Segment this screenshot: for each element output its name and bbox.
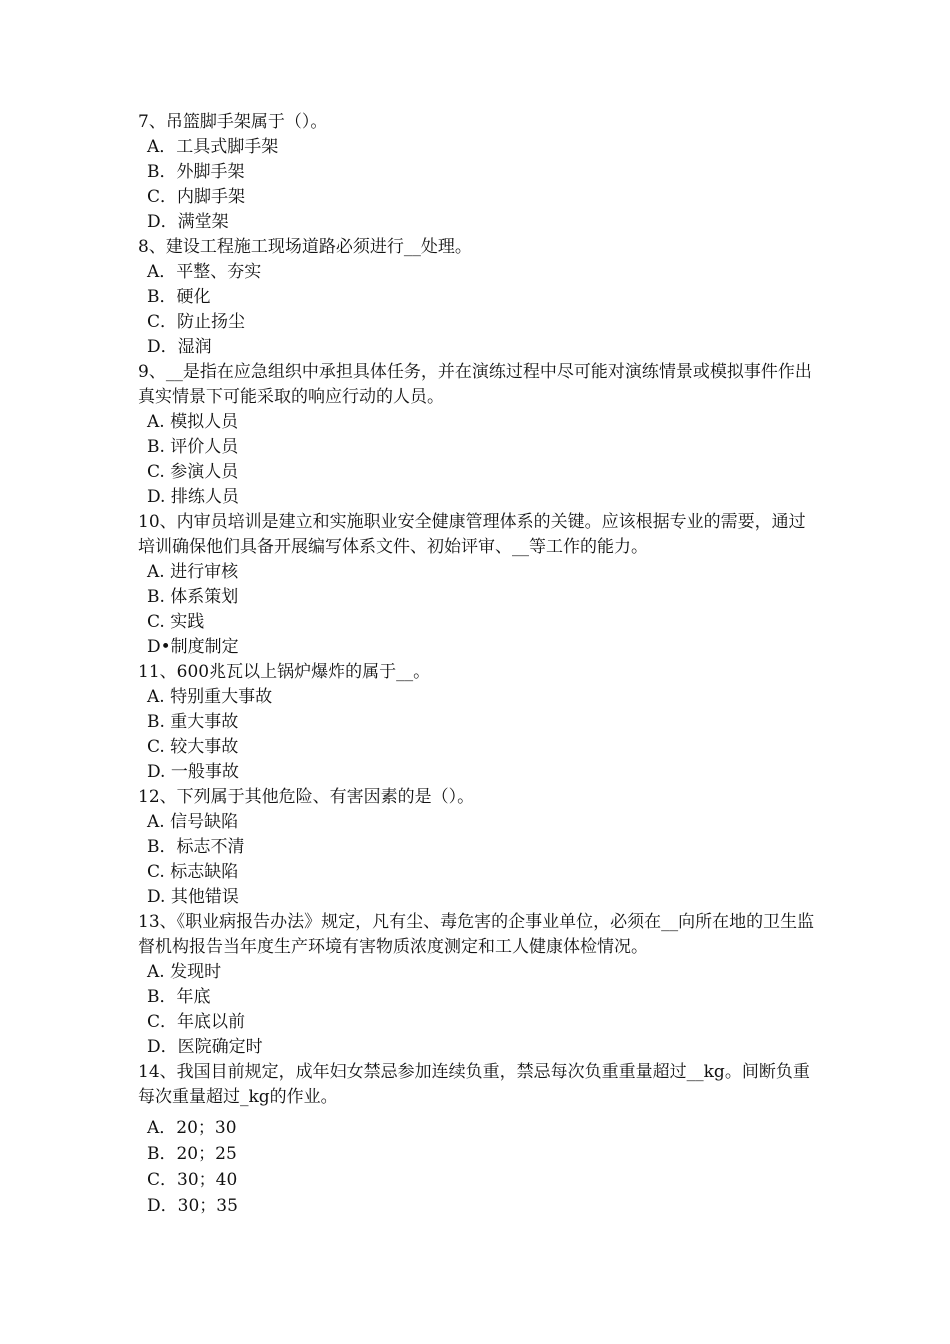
option-b: B．外脚手架: [147, 162, 245, 182]
option-c: C．30；40: [147, 1170, 238, 1190]
question-14: [138, 1060, 818, 1219]
question-8: [138, 235, 818, 360]
option-d: D．30；35: [147, 1196, 238, 1216]
option-b: B. 评价人员: [147, 437, 239, 457]
option-b: B．20；25: [147, 1144, 237, 1164]
option-a: A. 进行审核: [147, 562, 239, 582]
option-d: D•制度制定: [147, 637, 239, 657]
option-b: B. 体系策划: [147, 587, 239, 607]
option-a: A．工具式脚手架: [147, 137, 279, 157]
option-a: A. 信号缺陷: [147, 812, 239, 832]
question-text: 8、建设工程施工现场道路必须进行__处理。: [138, 237, 472, 257]
question-9: [138, 360, 818, 510]
question-text: 14、我国目前规定，成年妇女禁忌参加连续负重，禁忌每次负重重量超过__kg。间断负重每次重量超过_kg的作业。: [138, 1062, 810, 1107]
option-d: D．医院确定时: [147, 1037, 263, 1057]
question-text: 12、下列属于其他危险、有害因素的是（）。: [138, 787, 475, 807]
question-text: 11、600兆瓦以上锅炉爆炸的属于__。: [138, 662, 431, 682]
question-10: [138, 510, 818, 660]
option-c: C．防止扬尘: [147, 312, 246, 332]
option-b: B．标志不清: [147, 837, 245, 857]
option-d: D．满堂架: [147, 212, 229, 232]
question-list: [138, 110, 818, 1219]
option-a: A. 特别重大事故: [147, 687, 273, 707]
option-c: C．年底以前: [147, 1012, 246, 1032]
option-c: C. 实践: [147, 612, 205, 632]
option-a: A．平整、夯实: [147, 262, 262, 282]
option-d: D. 一般事故: [147, 762, 239, 782]
option-d: D. 排练人员: [147, 487, 239, 507]
option-c: C．内脚手架: [147, 187, 246, 207]
option-list: [138, 1115, 818, 1219]
question-text: 13、《职业病报告办法》规定，凡有尘、毒危害的企事业单位，必须在__向所在地的卫生监督机构报告当年度生产环境有害物质浓度测定和工人健康体检情况。: [138, 912, 815, 957]
option-d: D. 其他错误: [147, 887, 239, 907]
question-11: [138, 660, 818, 785]
option-d: D．湿润: [147, 337, 212, 357]
question-text: 7、吊篮脚手架属于（）。: [138, 112, 328, 132]
question-text: 10、内审员培训是建立和实施职业安全健康管理体系的关键。应该根据专业的需要，通过培训确保他们具备开展编写体系文件、初始评审、__等工作的能力。: [138, 512, 806, 557]
question-7: [138, 110, 818, 235]
option-b: B．年底: [147, 987, 211, 1007]
question-12: [138, 785, 818, 910]
option-c: C. 标志缺陷: [147, 862, 239, 882]
option-c: C. 参演人员: [147, 462, 239, 482]
question-13: [138, 910, 818, 1060]
question-text: 9、__是指在应急组织中承担具体任务，并在演练过程中尽可能对演练情景或模拟事件作出真实情景下可能采取的响应行动的人员。: [138, 362, 812, 407]
option-a: A. 发现时: [147, 962, 222, 982]
option-b: B．硬化: [147, 287, 211, 307]
option-b: B. 重大事故: [147, 712, 239, 732]
option-a: A. 模拟人员: [147, 412, 239, 432]
option-a: A．20；30: [147, 1118, 237, 1138]
option-c: C. 较大事故: [147, 737, 239, 757]
